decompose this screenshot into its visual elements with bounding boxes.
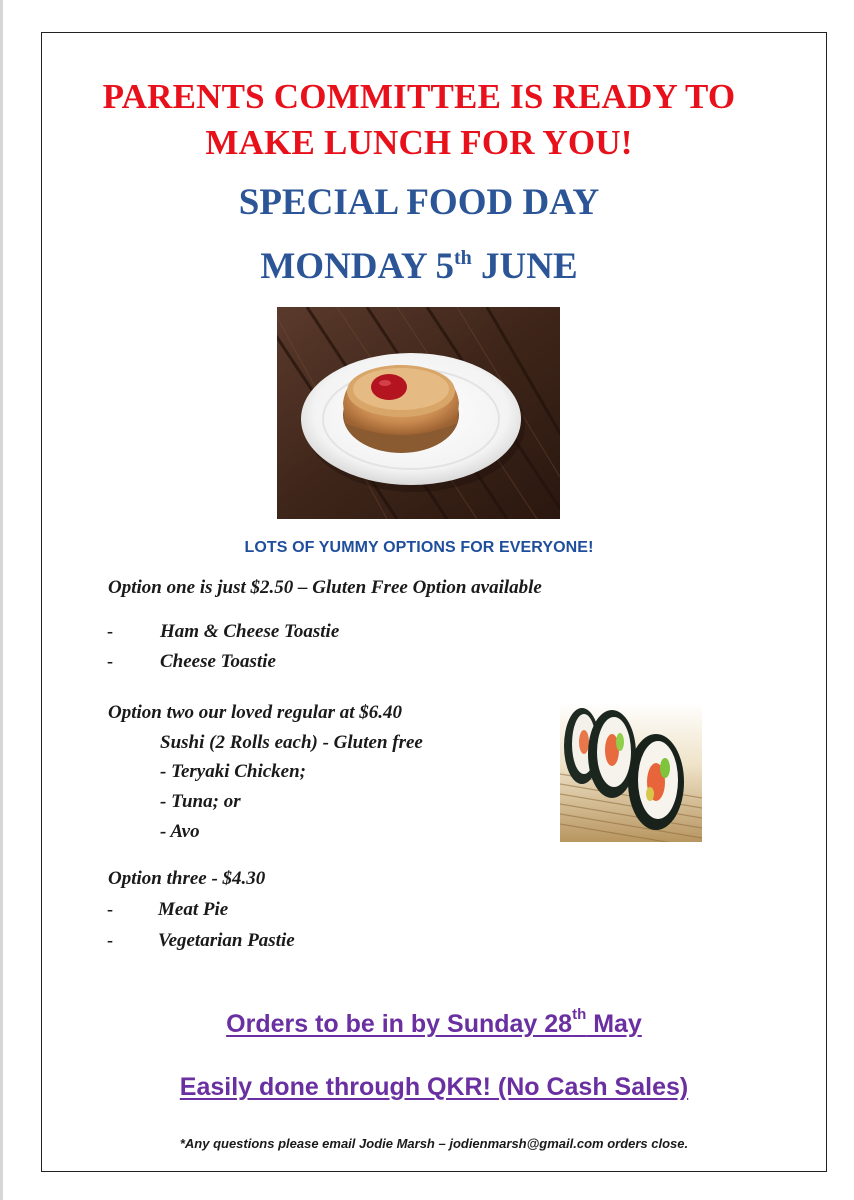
option-two-item-3: - Avo <box>160 821 200 842</box>
event-date <box>3 245 835 289</box>
qkr-ordering-note: Easily done through QKR! (No Cash Sales) <box>179 1073 689 1101</box>
orders-deadline <box>3 1006 854 1039</box>
option-one-heading: Option one is just $2.50 – Gluten Free Option available <box>108 577 542 598</box>
event-date-month: JUNE <box>471 246 578 287</box>
pie-photo <box>277 307 560 519</box>
option-two-subheading: Sushi (2 Rolls each) - Gluten free <box>160 732 423 753</box>
sushi-photo <box>560 702 702 842</box>
option-three-item-1: Meat Pie <box>158 899 229 920</box>
orders-deadline-sup: th <box>572 1006 587 1023</box>
option-two-heading: Option two our loved regular at $6.40 <box>108 702 402 723</box>
sushi-rolls-image <box>560 702 702 842</box>
option-three-heading: Option three - $4.30 <box>108 868 266 889</box>
headline-line-1: PARENTS COMMITTEE IS READY TO <box>102 77 736 116</box>
option-three-bullet-1: - <box>107 899 113 919</box>
option-one-bullet-2: - <box>107 651 113 671</box>
contact-footnote: *Any questions please email Jodie Marsh – jodienmarsh@gmail.com orders close. <box>179 1136 689 1151</box>
special-food-day-title: SPECIAL FOOD DAY <box>238 182 600 223</box>
orders-deadline-month: May <box>586 1010 642 1038</box>
option-one-item-2: Cheese Toastie <box>160 651 276 672</box>
tagline: LOTS OF YUMMY OPTIONS FOR EVERYONE! <box>244 539 594 556</box>
event-date-suffix-sup: th <box>453 247 472 269</box>
option-one-item-1: Ham & Cheese Toastie <box>160 621 340 642</box>
pie-on-plate-image <box>277 307 560 519</box>
orders-deadline-main: Orders to be in by Sunday 28 <box>226 1010 573 1038</box>
option-two-item-2: - Tuna; or <box>160 791 241 812</box>
option-three-bullet-2: - <box>107 930 113 950</box>
option-three-item-2: Vegetarian Pastie <box>158 930 295 951</box>
option-two-item-1: - Teryaki Chicken; <box>160 761 307 782</box>
headline-line-2: MAKE LUNCH FOR YOU! <box>205 123 633 162</box>
event-date-main: MONDAY 5 <box>260 246 454 287</box>
option-one-bullet-1: - <box>107 621 113 641</box>
